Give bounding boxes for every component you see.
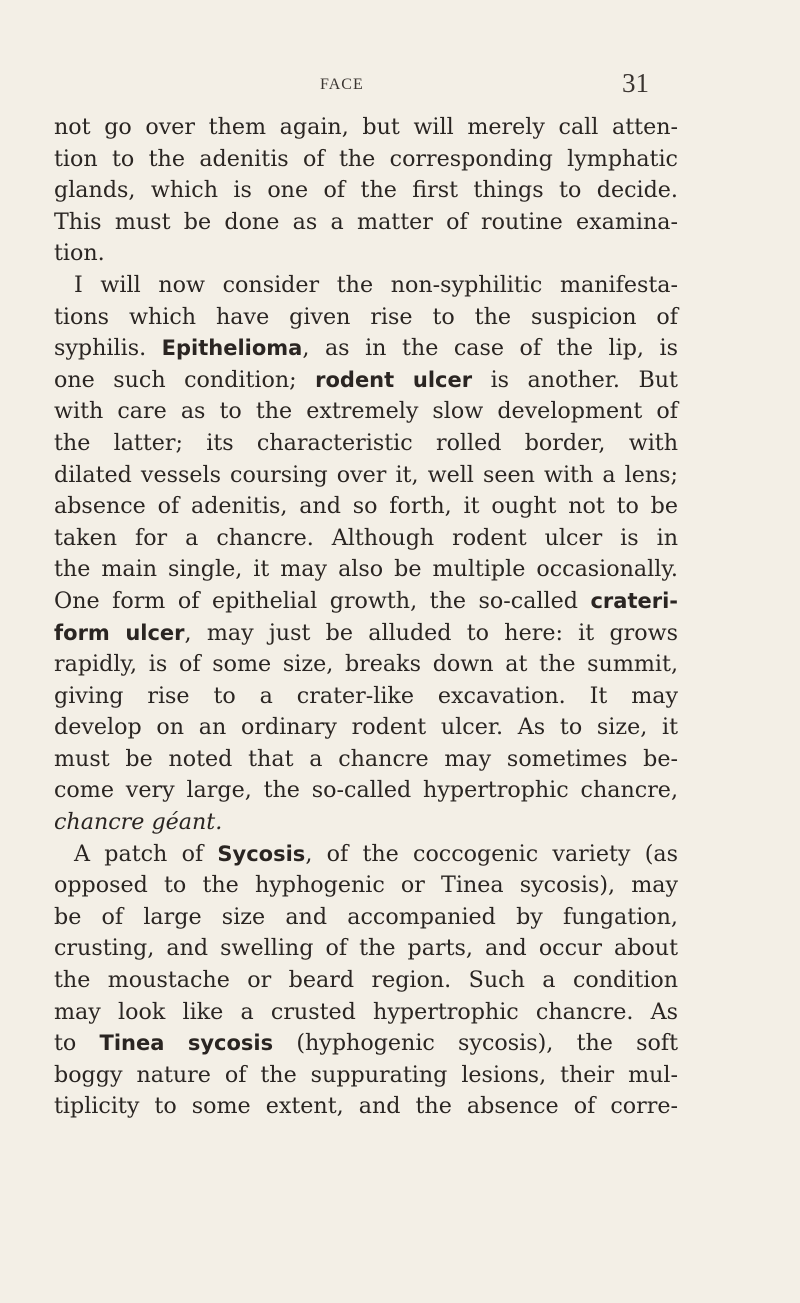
text-line: taken for a chancre. Although rodent ulcer is in — [54, 524, 678, 551]
text-line: with care as to the extremely slow development of — [54, 398, 678, 425]
text-line: must be noted that a chancre may sometimes be- — [54, 745, 678, 772]
text-line: crusting, and swelling of the parts, and occur about — [54, 935, 678, 962]
page-number: 31 — [622, 68, 649, 98]
text-line: the latter; its characteristic rolled border, with — [54, 429, 678, 456]
term-rodent-ulcer: rodent ulcer — [315, 367, 473, 392]
text-line: glands, which is one of the first things to decide. — [54, 177, 678, 204]
text-line: tiplicity to some extent, and the absence of corre- — [54, 1093, 678, 1120]
text-line: tions which have given rise to the suspicion of — [54, 303, 678, 330]
body-text — [54, 112, 678, 1123]
text-line: rapidly, is of some size, breaks down at the summit, — [54, 651, 678, 678]
term-epithelioma: Epithelioma — [161, 336, 303, 361]
term-crateriform-ulcer: form ulcer — [54, 620, 185, 645]
text-line: the moustache or beard region. Such a condition — [54, 967, 678, 994]
text-line: one such condition; rodent ulcer is another. But — [54, 366, 678, 393]
text-line: tion. — [54, 240, 105, 267]
text-line: be of large size and accompanied by fungation, — [54, 903, 678, 930]
term-sycosis: Sycosis — [217, 841, 306, 866]
text-line: chancre géant. — [54, 809, 223, 836]
term-crateriform: crateri- — [590, 588, 678, 613]
text-line: develop on an ordinary rodent ulcer. As to size, it — [54, 714, 678, 741]
text-line: syphilis. Epithelioma, as in the case of the lip, is — [54, 335, 678, 362]
text-line: the main single, it may also be multiple occasionally. — [54, 556, 678, 583]
text-line: boggy nature of the suppurating lesions, their mul- — [54, 1061, 678, 1088]
text-line: not go over them again, but will merely call atten- — [54, 114, 678, 140]
text-line: One form of epithelial growth, the so-called crateri- — [54, 587, 678, 614]
text-line: giving rise to a crater-like excavation. It may — [54, 682, 678, 709]
text-line: I will now consider the non-syphilitic manifesta- — [74, 271, 678, 298]
text-line: A patch of Sycosis, of the coccogenic variety (as — [74, 840, 678, 867]
text-line: opposed to the hyphogenic or Tinea sycosis), may — [54, 872, 678, 899]
text-line: to Tinea sycosis (hyphogenic sycosis), the soft — [54, 1030, 678, 1057]
text-line: form ulcer, may just be alluded to here: it grows — [54, 619, 679, 646]
running-head: FACE — [320, 76, 364, 93]
text-line: This must be done as a matter of routine examina- — [54, 208, 678, 235]
term-tinea-sycosis: Tinea sycosis — [99, 1031, 274, 1056]
text-line: absence of adenitis, and so forth, it ought not to be — [54, 493, 678, 520]
text-line: dilated vessels coursing over it, well seen with a lens; — [54, 461, 678, 488]
text-line: may look like a crusted hypertrophic chancre. As — [54, 998, 678, 1025]
text-line: come very large, the so-called hypertrophic chancre, — [54, 777, 678, 804]
text-line: tion to the adenitis of the corresponding lymphatic — [54, 145, 678, 172]
